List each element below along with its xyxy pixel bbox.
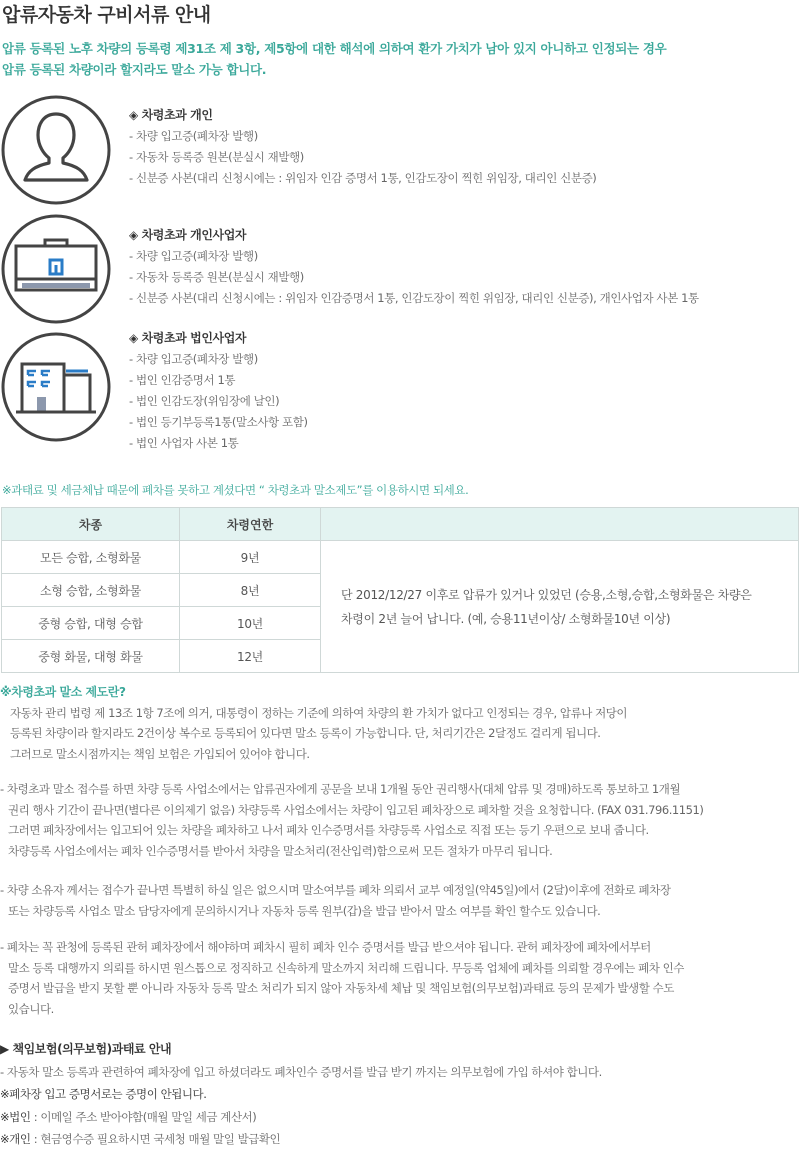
table-cell: 10년: [180, 607, 321, 640]
page-title: 압류자동차 구비서류 안내: [2, 4, 211, 26]
process-line: 그러면 폐차장에서는 입고되어 있는 차량을 폐차하고 나서 폐차 인수증명서를 차량등록 사업소로 직접 또는 등기 우편으로 보내 줍니다.: [8, 823, 649, 838]
requirement-item: - 자동차 등록증 원본(분실시 재발행): [129, 150, 304, 164]
requirement-item: - 차량 입고증(폐차장 발행): [129, 249, 258, 263]
requirement-item: - 자동차 등록증 원본(분실시 재발행): [129, 270, 304, 284]
requirement-item: - 법인 등기부등록1통(말소사항 포함): [129, 415, 308, 429]
table-row: [2, 541, 799, 574]
insurance-corp-label: ※법인: [0, 1109, 31, 1124]
insurance-line: - 자동차 말소 등록과 관련하여 폐차장에 입고 하셨더라도 폐차인수 증명서를 발급 받기 까지는 의무보험에 가입 하셔야 합니다.: [0, 1064, 602, 1079]
process-line: 있습니다.: [8, 1001, 54, 1016]
requirement-item: - 법인 인감도장(위임장에 날인): [129, 394, 280, 408]
requirement-item: - 법인 인감증명서 1통: [129, 373, 236, 387]
vehicle-age-table: [1, 507, 799, 673]
table-cell: 8년: [180, 574, 321, 607]
insurance-corp-text: : 이메일 주소 받아야함(매월 말일 세금 계산서): [30, 1109, 257, 1124]
table-header-row: [2, 508, 799, 541]
process-line: 권리 행사 기간이 끝나면(별다른 이의제기 없음) 차량등록 사업소에서는 차량이 입고된 폐차장으로 폐차할 것을 요청합니다. (FAX 031.796.1151): [8, 802, 704, 817]
intro-line: 압류 등록된 노후 차량의 등록령 제31조 제 3항, 제5항에 대한 해석에 의하여 환가 가치가 남아 있지 아니하고 인정되는 경우: [2, 41, 667, 56]
insurance-warning: ※폐차장 입고 증명서로는 증명이 안됩니다.: [0, 1087, 207, 1101]
requirement-heading: ◈ 차령초과 법인사업자: [129, 331, 247, 345]
table-note-line: 단 2012/12/27 이후로 압류가 있거나 있었던 (승용,소형,승합,소형화물은 차량은: [341, 587, 752, 602]
person-icon: [0, 94, 112, 206]
process-section: [0, 880, 800, 921]
process-line: 차량등록 사업소에서는 폐차 인수증명서를 받아서 차량을 말소처리(전산입력)함으로써 모든 절차가 마무리 됩니다.: [8, 843, 553, 858]
process-line: - 차령초과 말소 접수를 하면 차량 등록 사업소에서는 압류권자에게 공문을 보내 1개월 동안 권리행사(대체 압류 및 경매)하도록 통보하고 1개월: [0, 782, 681, 796]
system-heading: ※차령초과 말소 제도란?: [0, 685, 126, 699]
process-line: - 폐차는 꼭 관청에 등록된 관허 폐차장에서 해야하며 폐차시 필히 폐차 인수 증명서를 발급 받으셔야 됩니다. 관허 폐차장에 폐차에서부터: [0, 940, 651, 954]
requirement-item: - 차량 입고증(폐차장 발행): [129, 352, 258, 366]
insurance-indiv: [0, 1128, 800, 1151]
insurance-corp: [0, 1106, 800, 1129]
table-note: [321, 541, 799, 673]
system-line: 자동차 관리 법령 제 13조 1항 7조에 의거, 대통령이 정하는 기준에 의하여 차량의 환 가치가 없다고 인정되는 경우, 압류나 저당이: [10, 705, 628, 720]
requirement-heading: ◈ 차령초과 개인: [129, 108, 213, 122]
insurance-section: [0, 1038, 800, 1151]
system-section: [0, 682, 800, 764]
process-line: - 차량 소유자 께서는 접수가 끝나면 특별히 하실 일은 없으시며 말소여부를 폐차 의뢰서 교부 예정일(약45일)에서 (2달)이후에 전화로 폐차장: [0, 883, 671, 897]
insurance-indiv-label: ※개인: [0, 1132, 31, 1146]
system-line: 그러므로 말소시점까지는 책임 보험은 가입되어 있어야 합니다.: [10, 746, 310, 761]
building-icon: [0, 331, 112, 443]
requirement-item: - 신분증 사본(대리 신청시에는 : 위임자 인감증명서 1통, 인감도장이 찍힌 위임장, 대리인 신분증), 개인사업자 사본 1통: [129, 291, 699, 305]
briefcase-icon: [0, 213, 112, 325]
table-header: 차종: [2, 508, 180, 541]
table-cell: 소형 승합, 소형화물: [2, 574, 180, 607]
table-cell: 모든 승합, 소형화물: [2, 541, 180, 574]
process-section: [0, 779, 800, 861]
table-cell: 중형 화물, 대형 화물: [2, 640, 180, 673]
table-note-line: 차령이 2년 늘어 납니다. (예, 승용11년이상/ 소형화물10년 이상): [341, 611, 671, 626]
intro-text: [2, 38, 800, 80]
table-header: [321, 508, 799, 541]
process-section: [0, 937, 800, 1019]
requirement-item: - 법인 사업자 사본 1통: [129, 436, 239, 450]
table-cell: 중형 승합, 대형 승합: [2, 607, 180, 640]
process-line: 또는 차량등록 사업소 말소 담당자에게 문의하시거나 자동차 등록 원부(갑)을 발급 받아서 말소 여부를 확인 할수도 있습니다.: [8, 903, 601, 918]
insurance-heading: ▶ 책임보험(의무보험)과태료 안내: [0, 1042, 172, 1056]
process-line: 말소 등록 대행까지 의뢰를 하시면 원스톱으로 정직하고 신속하게 말소까지 처리해 드립니다. 무등록 업체에 폐차를 의뢰할 경우에는 폐차 인수: [8, 960, 684, 975]
table-cell: 9년: [180, 541, 321, 574]
requirement-item: - 차량 입고증(폐차장 발행): [129, 129, 258, 143]
table-header: 차령연한: [180, 508, 321, 541]
system-line: 등록된 차량이라 할지라도 2건이상 복수로 등록되어 있다면 말소 등록이 가능합니다. 단, 처리기간은 2달정도 걸리게 됩니다.: [10, 726, 601, 741]
requirement-item: - 신분증 사본(대리 신청시에는 : 위임자 인감 증명서 1통, 인감도장이 찍힌 위임장, 대리인 신분증): [129, 171, 597, 185]
requirement-heading: ◈ 차령초과 개인사업자: [129, 228, 247, 242]
notice-text: ※과태료 및 세금체납 때문에 폐차를 못하고 계셨다면 “ 차령초과 말소제도”를 이용하시면 되세요.: [2, 483, 469, 497]
intro-line: 압류 등록된 차량이라 할지라도 말소 가능 합니다.: [2, 62, 267, 77]
insurance-indiv-text: : 현금영수증 필요하시면 국세청 매월 말일 발급확인: [30, 1132, 281, 1146]
process-line: 증명서 발급을 받지 못할 뿐 아니라 자동차 등록 말소 처리가 되지 않아 자동차세 체납 및 책임보험(의무보험)과태료 등의 문제가 발생할 수도: [8, 981, 674, 996]
table-cell: 12년: [180, 640, 321, 673]
